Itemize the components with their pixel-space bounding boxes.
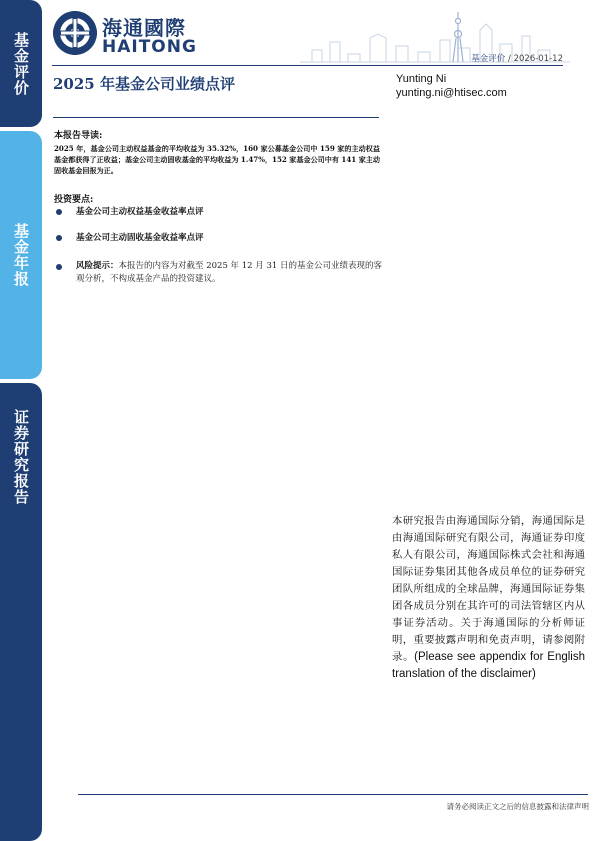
guide-text: 2025 年，基金公司主动权益基金的平均收益为 35.32%，160 家公募基金公司中 159 家的主动权益基金都获得了正收益；基金公司主动固收基金的平均收益为 1.47%，152 家基金公司中有 141 家主动固收基金回报为正。 xyxy=(54,144,380,176)
author-name: Yunting Ni xyxy=(396,73,447,85)
side-tab-label: 证券研究报告 xyxy=(12,409,30,505)
side-tab-label: 基金年报 xyxy=(12,223,30,287)
circle-bullet-icon xyxy=(56,235,62,241)
risk-label: 风险提示： xyxy=(76,261,119,271)
header-date: 2026-01-12 xyxy=(513,54,563,64)
investment-points-heading: 投资要点: xyxy=(54,195,94,205)
author-email[interactable]: yunting.ni@htisec.com xyxy=(396,87,507,99)
side-tab-fund-evaluation xyxy=(0,0,42,127)
footer-note: 请务必阅读正文之后的信息披露和法律声明 xyxy=(446,802,589,811)
investment-point-text: 基金公司主动固收基金收益率点评 xyxy=(76,233,204,243)
list-item xyxy=(54,232,380,244)
circle-bullet-icon xyxy=(56,209,62,215)
haitong-logo-icon xyxy=(52,10,98,56)
risk-warning xyxy=(54,260,384,286)
header-meta xyxy=(471,52,563,64)
disclaimer-chinese: 本研究报告由海通国际分销，海通国际是由海通国际研究有限公司，海通证券印度私人有限公司，海通国际株式会社和海通国际证券集团其他各成员单位的证券研究团队所组成的全球品牌，海通国际证券集团各成员分别在其许可的司法管辖区内从事证券活动。关于海通国际的分析师证明，重要披露声明和免责声明，请参阅附录。 xyxy=(392,515,585,663)
list-item xyxy=(54,206,380,218)
side-tab-fund-annual-report xyxy=(0,131,42,379)
logo-chinese-text: 海通國際 xyxy=(102,16,186,40)
header-divider xyxy=(52,65,563,66)
company-logo xyxy=(52,10,202,58)
investment-points-list xyxy=(54,206,380,258)
circle-bullet-icon xyxy=(56,264,62,270)
title-divider xyxy=(53,117,379,118)
side-tab-label: 基金评价 xyxy=(12,32,30,96)
guide-heading: 本报告导读: xyxy=(54,131,103,141)
footer-divider xyxy=(78,794,588,795)
risk-text: 本报告的内容为对截至 2025 年 12 月 31 日的基金公司业绩表现的客观分析，不构成基金产品的投资建议。 xyxy=(76,261,382,284)
side-tab-securities-research xyxy=(0,383,42,841)
author-block xyxy=(396,72,507,100)
disclaimer-block xyxy=(392,513,585,683)
logo-english-text: HAITONG xyxy=(102,37,197,57)
disclaimer-english: (Please see appendix for English translation of the disclaimer) xyxy=(392,651,585,680)
investment-point-text: 基金公司主动权益基金收益率点评 xyxy=(76,207,204,217)
header-separator: / xyxy=(508,54,511,64)
report-title: 2025 年基金公司业绩点评 xyxy=(53,75,235,93)
header-category: 基金评价 xyxy=(471,54,506,64)
